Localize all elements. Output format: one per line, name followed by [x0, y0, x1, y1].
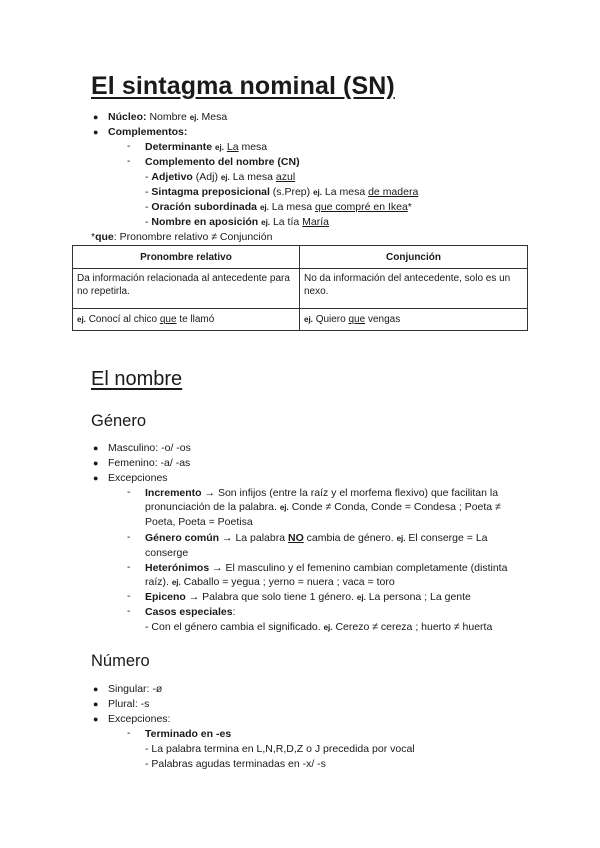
dash: - [127, 155, 131, 167]
sprep-text: La mesa [324, 186, 366, 198]
subheading-numero: Número [91, 652, 150, 670]
adjetivo-abbr: (Adj) [195, 171, 218, 183]
aposicion-text: La tía [272, 216, 300, 228]
table-cell: Da información relacionada al antecedente para no repetirla. [73, 269, 300, 309]
determinante-underlined: La [226, 141, 239, 153]
dash: - [127, 727, 131, 739]
comun-item [145, 531, 530, 560]
masculino-item: Masculino: -o/ -os [108, 442, 191, 454]
complementos-label: Complementos: [108, 126, 188, 138]
page-title: El sintagma nominal (SN) [91, 72, 395, 100]
example-text: vengas [367, 314, 401, 325]
aposicion-underlined: María [302, 216, 329, 228]
bullet: ● [93, 714, 99, 724]
bullet: ● [93, 443, 99, 453]
example-text: te llamó [179, 314, 215, 325]
table-row [73, 269, 528, 309]
oracion-item: - Oración subordinada ej. La mesa que compré en Ikea* [145, 201, 412, 213]
singular-item: Singular: -ø [108, 683, 163, 695]
dash: - [127, 590, 131, 602]
table-cell [73, 309, 300, 331]
ej-marker: ej. [261, 218, 271, 227]
terminado-rule-2: - Palabras agudas terminadas en -x/ -s [145, 758, 326, 770]
dash: - [127, 140, 131, 152]
que-note-bold: que [95, 231, 114, 243]
table-header: Pronombre relativo [73, 246, 300, 269]
bullet: ● [93, 458, 99, 468]
table-header: Conjunción [300, 246, 528, 269]
bullet: ● [93, 112, 99, 122]
epiceno-example: La persona ; La gente [368, 591, 471, 603]
bullet: ● [93, 684, 99, 694]
ej-marker: ej. [313, 188, 322, 197]
comparison-table [72, 245, 528, 331]
table-row [73, 309, 528, 331]
sprep-underlined: de madera [368, 186, 419, 198]
sprep-label: Sintagma preposicional [151, 186, 270, 198]
comun-example: El conserge = La conserge [145, 532, 488, 559]
especiales-colon: : [232, 606, 236, 618]
asterisk-mark: * [407, 201, 412, 213]
ej-marker: ej. [259, 203, 269, 212]
ej-marker: ej. [171, 578, 181, 587]
que-note [91, 230, 272, 244]
example-underlined: que [159, 314, 177, 325]
excepciones-item: Excepciones [108, 472, 168, 484]
incremento-item [145, 486, 530, 529]
ej-marker: ej. [279, 503, 289, 512]
comun-label: Género común [145, 532, 220, 544]
determinante-item [145, 140, 267, 155]
sprep-item: - Sintagma preposicional (s.Prep) ej. La mesa de madera [145, 186, 419, 198]
terminado-rule-1: - La palabra termina en L,N,R,D,Z o J precedida por vocal [145, 743, 415, 755]
incremento-text: → Son infijos (entre la raíz y el morfema flexivo) que facilitan la pronunciación de la palabra. [145, 487, 499, 513]
heteronimos-item [145, 561, 530, 590]
subheading-genero: Género [91, 412, 147, 430]
comun-no: NO [288, 532, 304, 544]
nucleo-label: Núcleo: [108, 111, 147, 123]
oracion-label: Oración subordinada [151, 201, 258, 213]
sprep-abbr: (s.Prep) [272, 186, 311, 198]
nucleo-text: Nombre [149, 111, 187, 123]
example-text: Quiero [315, 314, 346, 325]
incremento-label: Incremento [145, 487, 202, 499]
table-header-row [73, 246, 528, 269]
ej-marker: ej. [215, 143, 224, 152]
table-cell: No da información del antecedente, solo es un nexo. [300, 269, 528, 309]
epiceno-text: → Palabra que solo tiene 1 género. [188, 591, 354, 603]
adjetivo-text: La mesa [232, 171, 273, 183]
dash: - [127, 561, 131, 573]
ej-marker: ej. [220, 173, 230, 182]
ej-marker: ej. [304, 315, 313, 324]
comun-text: → La palabra [222, 532, 286, 544]
ej-marker: ej. [189, 113, 199, 122]
nucleo-item [108, 110, 227, 125]
heteronimos-label: Heterónimos [145, 562, 210, 574]
especiales-detail [145, 620, 492, 635]
aposicion-item: - Nombre en aposición ej. La tía María [145, 216, 329, 228]
ej-marker: ej. [396, 534, 406, 543]
section-heading-nombre: El nombre [91, 368, 183, 390]
epiceno-item [145, 590, 471, 605]
ej-marker: ej. [77, 315, 86, 324]
terminado-label: Terminado en -es [145, 728, 232, 740]
comun-text: cambia de género. [306, 532, 394, 544]
adjetivo-item: - Adjetivo (Adj) ej. La mesa azul [145, 171, 296, 183]
heteronimos-text: → El masculino y el femenino cambian completamente (distinta raíz). [145, 562, 508, 588]
epiceno-label: Epiceno [145, 591, 186, 603]
especiales-label: Casos especiales [145, 606, 233, 618]
oracion-text: La mesa [271, 201, 313, 213]
dash: - [127, 605, 131, 617]
ej-marker: ej. [323, 623, 333, 632]
determinante-label: Determinante [145, 141, 213, 153]
aposicion-label: Nombre en aposición [151, 216, 259, 228]
plural-item: Plural: -s [108, 698, 150, 710]
especiales-text: - Con el género cambia el significado. [145, 621, 321, 633]
dash: - [127, 486, 131, 498]
bullet: ● [93, 699, 99, 709]
determinante-rest: mesa [241, 141, 268, 153]
especiales-example: Cerezo ≠ cereza ; huerto ≠ huerta [335, 621, 493, 633]
table-cell [300, 309, 528, 331]
cn-label: Complemento del nombre (CN) [145, 156, 300, 168]
asterisk-mark: * [91, 231, 96, 243]
excepciones-numero-item: Excepciones: [108, 713, 171, 725]
adjetivo-underlined: azul [275, 171, 296, 183]
oracion-underlined: que compré en Ikea [314, 201, 408, 213]
que-note-text: : Pronombre relativo ≠ Conjunción [113, 231, 273, 243]
bullet: ● [93, 473, 99, 483]
adjetivo-label: Adjetivo [151, 171, 193, 183]
example-text: Conocí al chico [88, 314, 158, 325]
dash: - [127, 531, 131, 543]
heteronimos-example: Caballo = yegua ; yerno = nuera ; vaca = toro [183, 576, 395, 588]
example-underlined: que [348, 314, 366, 325]
especiales-item [145, 605, 235, 619]
incremento-examples: Conde ≠ Conda, Conde = Condesa ; Poeta ≠ Poeta, Poeta = Poetisa [145, 501, 501, 528]
bullet: ● [93, 127, 99, 137]
ej-marker: ej. [356, 593, 366, 602]
femenino-item: Femenino: -a/ -as [108, 457, 191, 469]
nucleo-example: Mesa [201, 111, 228, 123]
